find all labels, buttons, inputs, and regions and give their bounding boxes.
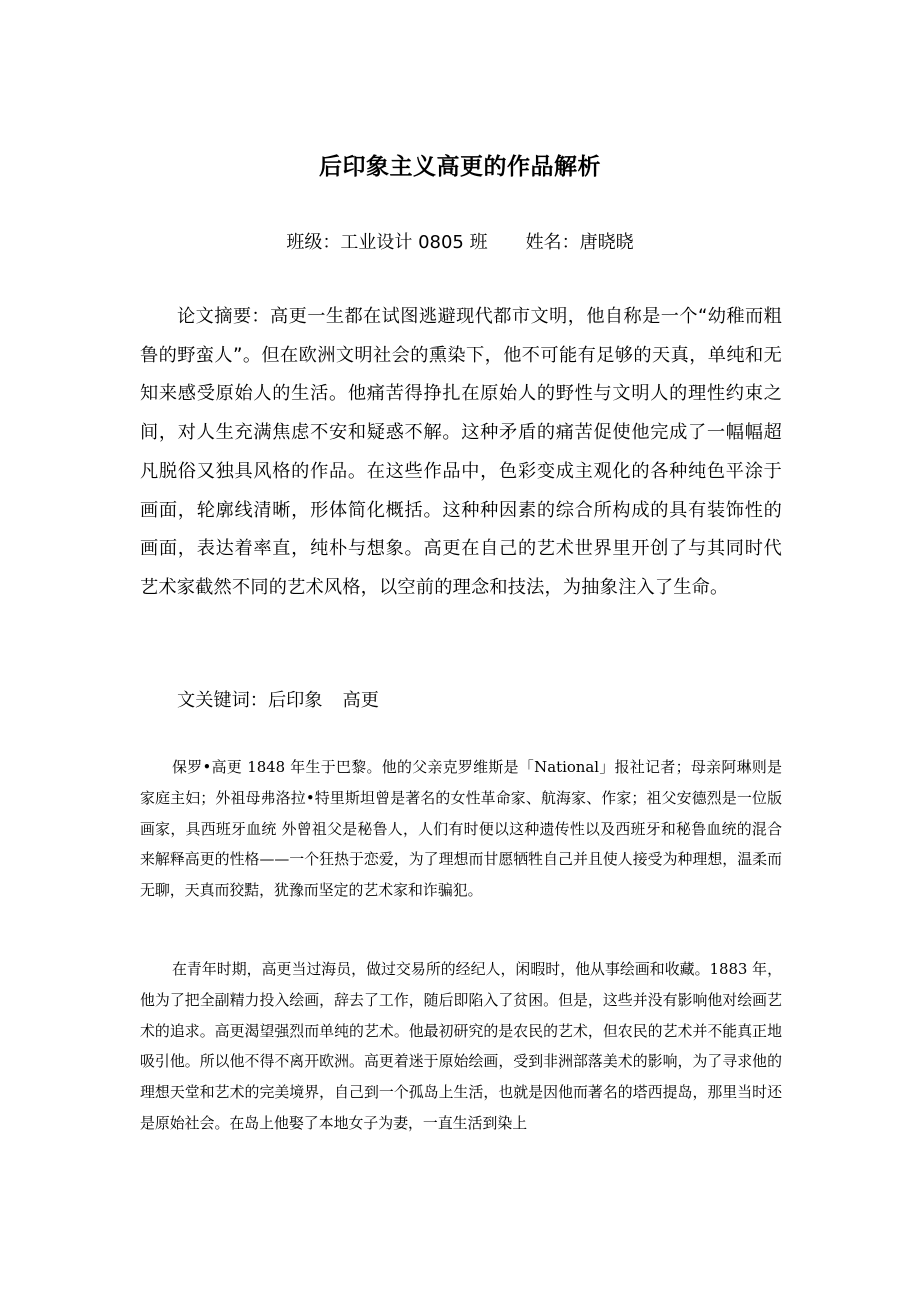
keyword-second: 高更	[342, 690, 379, 711]
keywords-line	[177, 684, 379, 718]
body-paragraph-1: 保罗•高更 1848 年生于巴黎。他的父亲克罗维斯是「National」报社记者；母亲阿琳则是家庭主妇；外祖母弗洛拉•特里斯坦曾是著名的女性革命家、航海家、作家；祖父安德烈是一位版画家，具西班牙血统 外曾祖父是秘鲁人，人们有时便以这种遗传性以及西班牙和秘鲁血统的混合来解释高更的性格——一个狂热于恋爱，为了理想而甘愿牺牲自己并且使人接受为种理想，温柔而无聊，天真而狡黠，犹豫而坚定的艺术家和诈骗犯。	[140, 758, 782, 900]
class-info: 班级：工业设计 0805 班	[286, 232, 488, 253]
abstract-paragraph: 论文摘要：高更一生都在试图逃避现代都市文明，他自称是一个“幼稚而粗鲁的野蛮人”。但在欧洲文明社会的熏染下，他不可能有足够的天真，单纯和无知来感受原始人的生活。他痛苦得挣扎在原始人的野性与文明人的理性约束之间，对人生充满焦虑不安和疑惑不解。这种矛盾的痛苦促使他完成了一幅幅超凡脱俗又独具风格的作品。在这些作品中，色彩变成主观化的各种纯色平涂于画面，轮廓线清晰，形体简化概括。这种种因素的综合所构成的具有装饰性的画面，表达着率直，纯朴与想象。高更在自己的艺术世界里开创了与其同时代艺术家截然不同的艺术风格，以空前的理念和技法，为抽象注入了生命。	[140, 306, 782, 598]
body-paragraph-2: 在青年时期，高更当过海员，做过交易所的经纪人，闲暇时，他从事绘画和收藏。1883 年，他为了把全副精力投入绘画，辞去了工作，随后即陷入了贫困。但是，这些并没有影响他对绘画艺术的追求。高更渴望强烈而单纯的艺术。他最初研究的是农民的艺术，但农民的艺术并不能真正地吸引他。所以他不得不离开欧洲。高更着迷于原始绘画，受到非洲部落美术的影响，为了寻求他的理想天堂和艺术的完美境界，自己到一个孤岛上生活，也就是因他而著名的塔西提岛，那里当时还是原始社会。在岛上他娶了本地女子为妻，一直生活到染上	[140, 960, 782, 1132]
author-line	[0, 228, 920, 258]
page-title: 后印象主义高更的作品解析	[319, 154, 601, 180]
keywords-label: 文关键词：后印象	[177, 690, 323, 711]
student-name: 姓名：唐晓晓	[525, 232, 634, 253]
